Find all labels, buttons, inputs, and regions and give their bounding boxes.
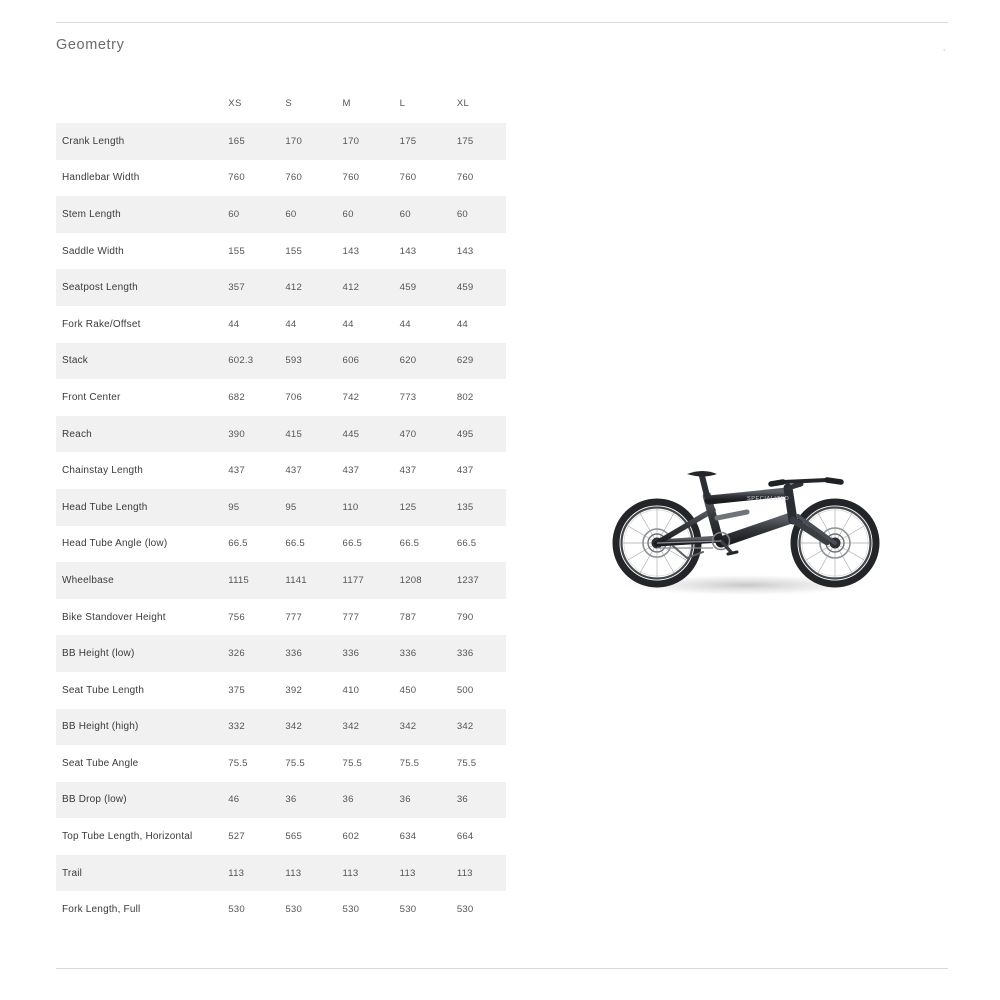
row-value-xl: 113 — [449, 855, 506, 892]
row-value-s: 760 — [285, 172, 302, 184]
row-value-s: 75.5 — [285, 757, 305, 769]
table-row — [56, 489, 506, 526]
row-value-l: 760 — [399, 172, 417, 184]
row-value-l: 634 — [399, 831, 417, 843]
row-label: Fork Rake/Offset — [62, 318, 141, 330]
row-value-l: 470 — [392, 416, 449, 453]
row-value-xs: 66.5 — [228, 538, 248, 550]
table-row — [56, 672, 506, 709]
row-value-s: 392 — [285, 684, 302, 696]
row-value-s: 336 — [277, 635, 334, 672]
row-value-l: 530 — [399, 904, 417, 916]
table-row — [56, 379, 506, 416]
table-row — [56, 635, 506, 672]
row-value-s: 706 — [285, 391, 302, 403]
row-value-l: 66.5 — [399, 538, 420, 550]
row-value-m: 110 — [335, 489, 392, 526]
bike-brand-text: SPECIALIZED — [747, 496, 790, 502]
row-value-xs: 530 — [228, 904, 245, 916]
row-value-xs: 155 — [228, 245, 245, 257]
row-value-m: 336 — [335, 635, 392, 672]
row-value-xs: 527 — [228, 831, 245, 843]
row-value-l: 125 — [392, 489, 449, 526]
table-head — [56, 98, 506, 123]
row-value-s: 113 — [277, 855, 334, 892]
row-value-xl: 495 — [449, 416, 506, 453]
row-value-l: 787 — [399, 611, 417, 623]
row-value-xl: 664 — [456, 831, 474, 843]
row-value-l: 620 — [392, 343, 449, 380]
column-header-s: S — [285, 98, 293, 109]
row-value-xl: 530 — [456, 904, 474, 916]
geometry-table-wrap — [56, 98, 506, 928]
row-value-m: 342 — [335, 709, 392, 746]
row-label: Wheelbase — [56, 562, 220, 599]
row-value-xs: 46 — [220, 782, 277, 819]
row-value-xl: 135 — [449, 489, 506, 526]
row-value-l: 459 — [392, 269, 449, 306]
row-value-l: 342 — [392, 709, 449, 746]
row-label: Fork Length, Full — [62, 904, 141, 916]
row-value-xl: 500 — [456, 684, 474, 696]
row-value-xl: 1237 — [449, 562, 506, 599]
row-value-l: 44 — [399, 318, 411, 330]
row-value-m: 143 — [342, 245, 360, 257]
row-label: Saddle Width — [62, 245, 124, 257]
row-value-xs: 357 — [220, 269, 277, 306]
row-value-m: 777 — [342, 611, 360, 623]
row-value-xs: 756 — [228, 611, 245, 623]
row-value-m: 742 — [342, 391, 360, 403]
row-label: Seatpost Length — [56, 269, 220, 306]
row-value-l: 175 — [392, 123, 449, 160]
row-label: Seat Tube Length — [62, 684, 145, 696]
column-header-xs: XS — [228, 98, 242, 109]
table-row — [56, 818, 506, 855]
row-label: Stem Length — [56, 196, 220, 233]
corner-mark: · — [942, 44, 946, 56]
row-label: Top Tube Length, Horizontal — [62, 831, 193, 843]
row-value-s: 437 — [285, 465, 302, 477]
row-label: Handlebar Width — [62, 172, 140, 184]
row-value-xs: 165 — [220, 123, 277, 160]
geometry-table — [56, 98, 506, 928]
row-value-m: 75.5 — [342, 757, 363, 769]
row-value-xs: 390 — [220, 416, 277, 453]
row-value-xs: 437 — [228, 465, 245, 477]
row-label: Front Center — [62, 391, 121, 403]
column-header-measure — [56, 98, 220, 123]
table-row — [56, 416, 506, 453]
row-label: BB Height (low) — [56, 635, 220, 672]
table-header-row — [56, 98, 506, 123]
row-value-s: 565 — [285, 831, 302, 843]
row-value-xl: 802 — [456, 391, 474, 403]
row-value-xl: 790 — [456, 611, 474, 623]
row-value-s: 1141 — [277, 562, 334, 599]
row-value-m: 410 — [342, 684, 360, 696]
table-row — [56, 782, 506, 819]
top-divider — [56, 22, 948, 23]
table-row — [56, 709, 506, 746]
row-value-xs: 760 — [228, 172, 245, 184]
row-value-xs: 375 — [228, 684, 245, 696]
row-label: Bike Standover Height — [62, 611, 166, 623]
row-value-xl: 44 — [456, 318, 468, 330]
row-value-l: 36 — [392, 782, 449, 819]
row-value-s: 60 — [277, 196, 334, 233]
row-value-m: 530 — [342, 904, 360, 916]
row-value-xs: 682 — [228, 391, 245, 403]
row-value-m: 445 — [335, 416, 392, 453]
row-value-l: 1208 — [392, 562, 449, 599]
row-value-xs: 60 — [220, 196, 277, 233]
table-row — [56, 891, 506, 928]
table-row — [56, 233, 506, 270]
row-value-m: 170 — [335, 123, 392, 160]
row-value-xl: 437 — [456, 465, 474, 477]
row-value-xl: 60 — [449, 196, 506, 233]
row-value-m: 602 — [342, 831, 360, 843]
bike-product-image — [595, 430, 895, 620]
row-value-m: 1177 — [335, 562, 392, 599]
row-label: Seat Tube Angle — [62, 757, 139, 769]
table-row — [56, 306, 506, 343]
row-value-s: 36 — [277, 782, 334, 819]
row-value-xl: 342 — [449, 709, 506, 746]
table-body — [56, 123, 506, 928]
row-value-xl: 629 — [449, 343, 506, 380]
table-row — [56, 196, 506, 233]
table-row — [56, 123, 506, 160]
row-label: Stack — [56, 343, 220, 380]
row-label: Head Tube Length — [56, 489, 220, 526]
row-value-s: 342 — [277, 709, 334, 746]
table-row — [56, 269, 506, 306]
row-label: Crank Length — [56, 123, 220, 160]
row-value-xs: 113 — [220, 855, 277, 892]
row-value-l: 143 — [399, 245, 417, 257]
row-value-l: 75.5 — [399, 757, 420, 769]
table-row — [56, 855, 506, 892]
row-value-xl: 75.5 — [456, 757, 477, 769]
row-value-xl: 760 — [456, 172, 474, 184]
row-value-s: 44 — [285, 318, 297, 330]
column-header-l: L — [399, 98, 406, 109]
row-value-xl: 336 — [449, 635, 506, 672]
table-row — [56, 160, 506, 197]
row-value-l: 773 — [399, 391, 417, 403]
row-value-xl: 459 — [449, 269, 506, 306]
row-label: BB Drop (low) — [56, 782, 220, 819]
row-value-xl: 66.5 — [456, 538, 477, 550]
row-value-xl: 143 — [456, 245, 474, 257]
row-value-s: 415 — [277, 416, 334, 453]
row-label: Chainstay Length — [62, 465, 144, 477]
row-value-xs: 44 — [228, 318, 240, 330]
row-value-m: 437 — [342, 465, 360, 477]
row-value-m: 44 — [342, 318, 354, 330]
table-row — [56, 599, 506, 636]
column-header-m: M — [342, 98, 351, 109]
row-value-s: 155 — [285, 245, 302, 257]
row-value-m: 60 — [335, 196, 392, 233]
row-value-l: 113 — [392, 855, 449, 892]
table-row — [56, 745, 506, 782]
row-value-m: 113 — [335, 855, 392, 892]
page-title: Geometry — [56, 37, 125, 53]
row-label: Trail — [56, 855, 220, 892]
bottom-divider — [56, 968, 948, 969]
row-value-s: 412 — [277, 269, 334, 306]
row-value-s: 777 — [285, 611, 302, 623]
row-value-s: 66.5 — [285, 538, 305, 550]
row-value-s: 593 — [277, 343, 334, 380]
row-value-l: 336 — [392, 635, 449, 672]
table-row — [56, 343, 506, 380]
column-header-xl: XL — [456, 98, 470, 109]
row-value-xs: 332 — [220, 709, 277, 746]
row-value-xs: 1115 — [220, 562, 277, 599]
row-value-xs: 95 — [220, 489, 277, 526]
table-row — [56, 562, 506, 599]
row-value-xs: 602.3 — [220, 343, 277, 380]
row-label: Reach — [56, 416, 220, 453]
row-value-l: 437 — [399, 465, 417, 477]
row-value-m: 760 — [342, 172, 360, 184]
table-row — [56, 452, 506, 489]
row-value-m: 66.5 — [342, 538, 363, 550]
row-value-l: 60 — [392, 196, 449, 233]
row-value-s: 170 — [277, 123, 334, 160]
row-value-m: 606 — [335, 343, 392, 380]
row-value-s: 530 — [285, 904, 302, 916]
row-value-l: 450 — [399, 684, 417, 696]
row-value-xl: 36 — [449, 782, 506, 819]
row-value-xs: 326 — [220, 635, 277, 672]
row-label: BB Height (high) — [56, 709, 220, 746]
row-value-xs: 75.5 — [228, 757, 248, 769]
row-value-s: 95 — [277, 489, 334, 526]
row-value-xl: 175 — [449, 123, 506, 160]
table-row — [56, 526, 506, 563]
row-label: Head Tube Angle (low) — [62, 538, 168, 550]
row-value-m: 36 — [335, 782, 392, 819]
row-value-m: 412 — [335, 269, 392, 306]
